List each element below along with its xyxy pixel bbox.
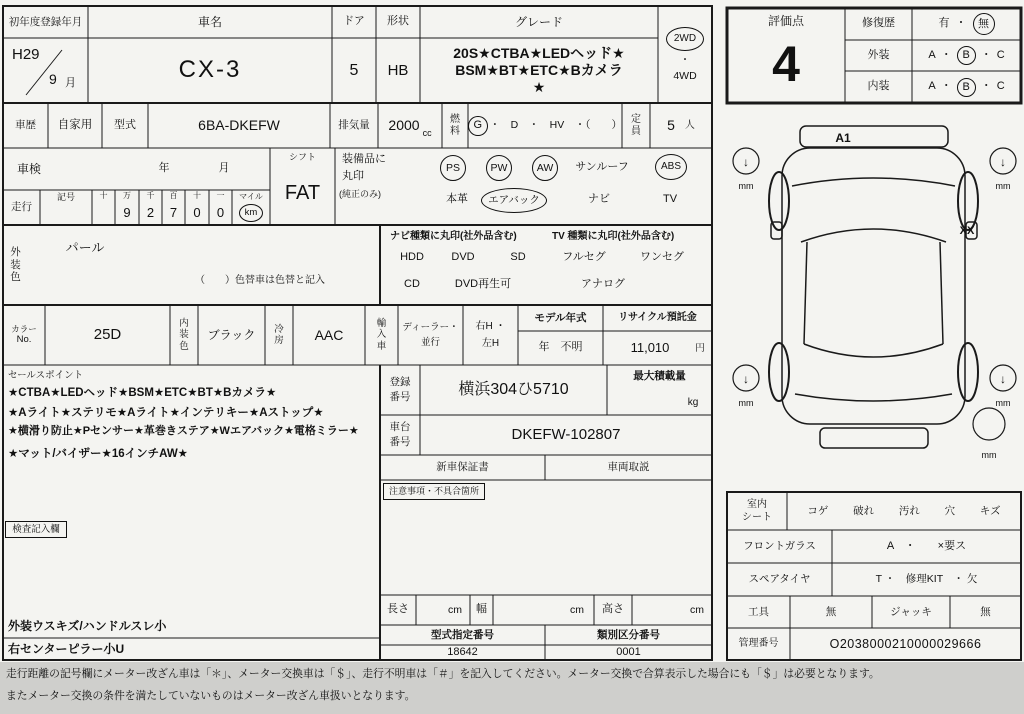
car-name-value: CX-3 bbox=[178, 56, 242, 84]
length-label: 長さ bbox=[387, 603, 409, 616]
registration-number-label bbox=[380, 365, 420, 415]
mm-label: mm bbox=[995, 398, 1011, 408]
exterior-color-label: 外装色 bbox=[10, 246, 21, 284]
aircon-label: 冷房 bbox=[274, 323, 284, 346]
mileage-digit-header-4: 十 bbox=[193, 191, 201, 201]
recycle-deposit-unit: 円 bbox=[695, 343, 705, 355]
fuel-other-options: ・ D ・ HV ・（ ） bbox=[489, 119, 622, 132]
first-registration-label: 初年度登録年月 bbox=[8, 15, 83, 28]
recycle-deposit-label: リサイクル預託金 bbox=[618, 312, 697, 323]
chassis-label-top: 車台 bbox=[389, 421, 411, 434]
mileage-digit-header-0: 十 bbox=[99, 191, 108, 201]
length-unit: cm bbox=[448, 603, 462, 616]
mileage-digit-header-3: 百 bbox=[169, 191, 178, 201]
interior-grade-a: A bbox=[928, 80, 936, 93]
remarks-line-1: 外装ウスキズ/ハンドルスレ小 bbox=[8, 619, 167, 634]
km-circled: km bbox=[239, 204, 263, 222]
width-unit: cm bbox=[570, 603, 584, 616]
repair-no-circled: 無 bbox=[973, 13, 995, 35]
equipment-label-2: 丸印 bbox=[342, 170, 364, 183]
color-number-label-bottom: No. bbox=[16, 334, 32, 346]
damage-arrow-icon: ↓ bbox=[1000, 372, 1006, 386]
displacement-unit: cc bbox=[422, 128, 432, 139]
nav-option-cd: CD bbox=[404, 278, 420, 291]
grade-value bbox=[420, 38, 658, 103]
interior-color-label: 内装色 bbox=[179, 317, 189, 352]
evaluation-score: 4 bbox=[772, 36, 800, 92]
mile-label: マイル bbox=[239, 191, 263, 201]
sales-point-line-2: ★Aライト★ステリモ★Aライト★インテリキー★Aストップ★ bbox=[8, 406, 324, 419]
interior-grade-label: 内装 bbox=[867, 80, 890, 93]
model-code-label: 型式 bbox=[114, 118, 136, 131]
repair-yes: 有 bbox=[938, 17, 950, 30]
mm-label: mm bbox=[738, 181, 754, 191]
type-designation-value: 18642 bbox=[447, 645, 478, 658]
equipment-ps-circled: PS bbox=[440, 155, 466, 181]
jack-label: ジャッキ bbox=[890, 605, 932, 618]
equipment-abs-circled: ABS bbox=[655, 154, 687, 180]
max-load-unit: kg bbox=[687, 397, 699, 408]
footer-note-line-1: 走行距離の記号欄にメーター改ざん車は「＊」、メーター交換車は「＄」、走行不明車は「＃」を記入してください。メーター交換で合算表示した場合にも「＄」は必要となります。 bbox=[6, 667, 880, 680]
mileage-label: 走行 bbox=[11, 201, 32, 214]
capacity-label: 定員 bbox=[631, 113, 641, 137]
grade-line-1: 20S★CTBA★LEDヘッド★ bbox=[453, 45, 625, 62]
exterior-grade-value bbox=[912, 40, 1021, 71]
capacity-unit: 人 bbox=[684, 119, 695, 131]
mm-label: mm bbox=[738, 398, 754, 408]
shape-value: HB bbox=[387, 61, 409, 79]
tv-option-fullseg: フルセグ bbox=[562, 251, 606, 264]
import-label: 輸入車 bbox=[376, 317, 387, 352]
mileage-digit-header-5: 一 bbox=[216, 191, 225, 201]
type-designation-label: 型式指定番号 bbox=[431, 628, 494, 641]
handle-right: 右H ・ bbox=[475, 320, 506, 332]
repair-history-value bbox=[912, 8, 1021, 40]
interior-grade-value bbox=[912, 71, 1021, 103]
first-reg-month: 9 bbox=[49, 71, 57, 87]
exterior-grade-a: A bbox=[928, 48, 936, 61]
interior-sep-1: ・ bbox=[940, 80, 952, 93]
equipment-pw-circled: PW bbox=[486, 155, 512, 181]
color-number-value: 25D bbox=[93, 326, 122, 343]
model-year-label: モデル年式 bbox=[534, 311, 587, 324]
seat-item-scratch: キズ bbox=[979, 504, 1001, 517]
capacity-value bbox=[650, 103, 712, 148]
footer-note-line-2: またメーター交換の条件を満たしていないものはメーター改ざん車扱いとなります。 bbox=[6, 689, 416, 702]
import-parallel: 並行 bbox=[420, 337, 440, 348]
mileage-digit-1: 9 bbox=[123, 204, 131, 220]
interior-sep-2: ・ bbox=[980, 80, 992, 93]
warranty-label: 新車保証書 bbox=[436, 461, 489, 474]
evaluation-score-label: 評価点 bbox=[767, 13, 804, 28]
classification-label: 類別区分番号 bbox=[597, 628, 660, 641]
seat-item-tear: 破れ bbox=[853, 504, 875, 517]
mileage-digit-2: 2 bbox=[146, 204, 155, 220]
tools-label: 工具 bbox=[748, 605, 769, 618]
repair-history-label: 修復歴 bbox=[862, 17, 895, 30]
seat-condition-items bbox=[787, 492, 1021, 530]
equipment-label-1: 装備品に bbox=[342, 153, 386, 166]
equipment-label-3: (純正のみ) bbox=[339, 188, 381, 199]
tools-value: 無 bbox=[825, 605, 837, 618]
exterior-grade-c: C bbox=[996, 48, 1005, 61]
fuel-label: 燃料 bbox=[450, 113, 460, 137]
mileage-digit-header-1: 万 bbox=[123, 191, 131, 201]
manual-label: 車両取説 bbox=[607, 461, 650, 474]
vehicle-history-label: 車歴 bbox=[15, 119, 36, 132]
management-number-value: O2038000210000029666 bbox=[829, 636, 982, 651]
sales-points-label: セールスポイント bbox=[8, 369, 84, 381]
equipment-airbag-circled: エアバック bbox=[481, 188, 547, 213]
tv-option-oneseg: ワンセグ bbox=[640, 251, 684, 264]
exterior-grade-label: 外装 bbox=[867, 48, 890, 61]
drivetrain-separator: ・ bbox=[679, 53, 691, 66]
diagram-front-label: A1 bbox=[835, 131, 851, 145]
equipment-leather: 本革 bbox=[446, 193, 468, 206]
chassis-number-label bbox=[380, 415, 420, 455]
mileage-digit-5: 0 bbox=[216, 204, 225, 220]
front-glass-label: フロントガラス bbox=[743, 540, 816, 553]
damage-arrow-icon: ↓ bbox=[743, 155, 749, 169]
chassis-label-bottom: 番号 bbox=[389, 436, 411, 448]
color-number-label-top: カラー bbox=[11, 324, 37, 335]
damage-arrow-icon: ↓ bbox=[1000, 155, 1006, 169]
capacity-number: 5 bbox=[667, 117, 675, 134]
registration-number-value: 横浜304ひ5710 bbox=[458, 381, 569, 399]
import-dealer-cell bbox=[398, 305, 463, 365]
drivetrain-4wd: 4WD bbox=[673, 69, 697, 82]
exterior-color-note: （ ）色替車は色替と記入 bbox=[195, 275, 325, 286]
fuel-gasoline-circled: G bbox=[468, 116, 488, 136]
notes-defects-label: 注意事項・不具合箇所 bbox=[383, 483, 485, 500]
first-registration-value bbox=[3, 38, 88, 103]
handle-cell bbox=[463, 305, 518, 365]
drivetrain-2wd-circled: 2WD bbox=[666, 27, 704, 51]
displacement-value bbox=[378, 103, 442, 148]
handle-left: 左H bbox=[481, 337, 500, 349]
seat-item-burn: コゲ bbox=[807, 504, 829, 517]
mm-label: mm bbox=[981, 450, 997, 460]
seat-label-top: 室内 bbox=[747, 498, 767, 510]
shape-label: 形状 bbox=[387, 15, 409, 28]
registration-label-top: 登録 bbox=[389, 376, 411, 389]
first-reg-month-unit: 月 bbox=[65, 77, 76, 89]
footer-note-area bbox=[0, 662, 1024, 714]
spare-tire-label: スペアタイヤ bbox=[748, 573, 811, 586]
registration-label-bottom: 番号 bbox=[389, 391, 411, 403]
inspection-entry-label: 検査記入欄 bbox=[5, 521, 67, 538]
seat-label-bottom: シート bbox=[742, 511, 772, 523]
sales-point-line-3: ★横滑り防止★Pセンサー★革巻きステア★Wエアバック★電格ミラー★ bbox=[8, 424, 359, 437]
exterior-sep-1: ・ bbox=[940, 48, 952, 61]
vehicle-damage-diagram bbox=[727, 106, 1021, 492]
mileage-digit-0 bbox=[92, 201, 115, 224]
recycle-deposit-value: 11,010 bbox=[630, 340, 670, 356]
nav-option-sd: SD bbox=[510, 251, 526, 264]
car-name-label: 車名 bbox=[197, 14, 222, 29]
exterior-color-value: パール bbox=[65, 240, 105, 256]
equipment-aw-circled: AW bbox=[532, 155, 558, 181]
grade-label: グレード bbox=[514, 14, 563, 29]
shaken-year-label: 年 bbox=[158, 162, 170, 175]
jack-value: 無 bbox=[980, 605, 991, 618]
max-load-label: 最大積載量 bbox=[633, 369, 686, 382]
drivetrain-cell bbox=[658, 6, 712, 103]
remarks-line-2: 右センターピラー小U bbox=[8, 642, 125, 657]
first-reg-year: H29 bbox=[12, 46, 40, 63]
mileage-digit-4: 0 bbox=[193, 204, 201, 220]
management-number-label: 管理番号 bbox=[738, 638, 779, 649]
km-cell bbox=[232, 202, 270, 224]
interior-grade-c: C bbox=[996, 80, 1005, 93]
seat-item-hole: 穴 bbox=[944, 504, 956, 517]
damage-arrow-icon: ↓ bbox=[743, 372, 749, 386]
door-label: ドア bbox=[343, 15, 365, 28]
grade-line-3: ★ bbox=[532, 78, 546, 95]
nav-type-header: ナビ種類に丸印(社外品含む) bbox=[390, 230, 517, 242]
equipment-sunroof: サンルーフ bbox=[575, 161, 629, 174]
shift-value: FAT bbox=[284, 182, 321, 204]
model-code-value: 6BA-DKEFW bbox=[198, 117, 280, 134]
tv-type-header: TV 種類に丸印(社外品含む) bbox=[552, 230, 675, 242]
shaken-month-label: 月 bbox=[218, 162, 230, 175]
diagram-xx-mark: XX bbox=[959, 225, 975, 237]
equipment-tv: TV bbox=[662, 193, 678, 206]
sales-point-line-1: ★CTBA★LEDヘッド★BSM★ETC★BT★Bカメラ★ bbox=[8, 386, 277, 399]
tv-option-analog: アナログ bbox=[581, 278, 625, 291]
seat-item-stain: 汚れ bbox=[898, 504, 920, 517]
shaken-label: 車検 bbox=[16, 161, 41, 176]
displacement-number: 2000 bbox=[388, 117, 420, 134]
shift-label: シフト bbox=[288, 151, 316, 162]
width-label: 幅 bbox=[476, 603, 487, 616]
exterior-grade-b-circled: B bbox=[957, 46, 976, 65]
aircon-value: AAC bbox=[314, 326, 344, 343]
mileage-digit-3: 7 bbox=[169, 204, 178, 220]
model-year-value: 年 不明 bbox=[538, 341, 583, 354]
repair-separator: ・ bbox=[955, 17, 967, 30]
fuel-options bbox=[468, 103, 622, 148]
height-unit: cm bbox=[690, 603, 704, 616]
grade-line-2: BSM★BT★ETC★Bカメラ bbox=[455, 62, 623, 79]
nav-option-dvd: DVD bbox=[451, 251, 475, 264]
door-value: 5 bbox=[349, 61, 359, 79]
front-glass-value: A ・ ×要ス bbox=[886, 539, 967, 552]
color-number-label bbox=[3, 305, 45, 365]
vehicle-history-value: 自家用 bbox=[57, 118, 93, 131]
import-dealer: ディーラー・ bbox=[402, 321, 459, 333]
equipment-navi: ナビ bbox=[588, 193, 610, 206]
sales-point-line-4: ★マット/バイザー★16インチAW★ bbox=[8, 447, 188, 460]
nav-option-hdd: HDD bbox=[400, 251, 424, 264]
classification-value: 0001 bbox=[616, 645, 641, 658]
nav-option-dvd-play: DVD再生可 bbox=[454, 278, 512, 291]
interior-color-value: ブラック bbox=[207, 327, 256, 342]
spare-tire-value: T ・ 修理KIT ・ 欠 bbox=[875, 573, 978, 586]
chassis-number-value: DKEFW-102807 bbox=[511, 426, 621, 443]
seat-condition-label bbox=[727, 492, 787, 530]
interior-grade-b-circled: B bbox=[957, 78, 976, 97]
exterior-sep-2: ・ bbox=[980, 48, 992, 61]
mileage-symbol-label: 記号 bbox=[56, 191, 75, 202]
mileage-digit-header-2: 千 bbox=[146, 191, 155, 201]
mm-label: mm bbox=[995, 181, 1011, 191]
height-label: 高さ bbox=[602, 603, 624, 616]
displacement-label: 排気量 bbox=[338, 119, 370, 132]
